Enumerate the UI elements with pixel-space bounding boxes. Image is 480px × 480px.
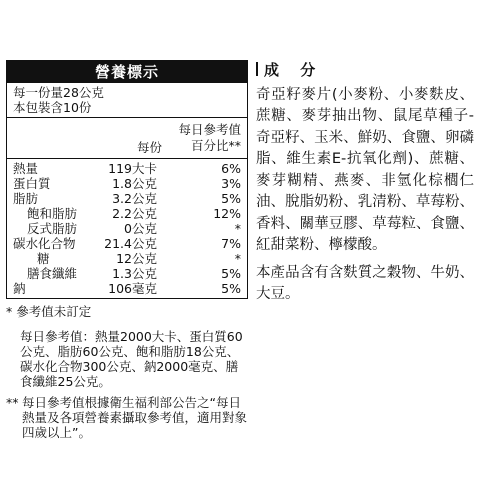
nutrient-amount: 2.2公克 xyxy=(112,206,157,221)
nutrient-label: 蛋白質 xyxy=(13,176,51,191)
ingredients-text: 奇亞籽麥片(小麥粉、小麥麩皮、蔗糖、麥芽抽出物、鼠尾草種子-奇亞籽、玉米、鮮奶、食鹽、卵磷脂、維生素E-抗氧化劑)、蔗糖、麥芽糊精、燕麥、非氫化棕櫚仁油、脫脂奶粉、乳清粉、草莓粉、香料、關華豆膠、草莓粒、食鹽、紅甜菜粉、檸檬酸。 xyxy=(256,86,474,253)
nutrient-amount: 3.2公克 xyxy=(112,191,157,206)
nutrient-label: 碳水化合物 xyxy=(13,236,76,251)
nutrient-label: 糖 xyxy=(37,251,50,266)
nutrition-row-trans-fat xyxy=(7,221,247,236)
note-marker: ** xyxy=(6,395,19,410)
serving-info xyxy=(7,83,247,118)
nutrient-amount: 119大卡 xyxy=(108,161,157,176)
nutrition-header xyxy=(7,118,247,159)
nutrient-label: 膳食纖維 xyxy=(27,266,78,281)
daily-value-header-line2: 百分比** xyxy=(190,138,241,153)
nutrient-percent: * xyxy=(234,251,241,266)
nutrient-label: 熱量 xyxy=(13,161,39,176)
note-no-reference: * 參考值未訂定 xyxy=(6,304,92,319)
nutrition-row-saturated-fat xyxy=(7,206,247,221)
nutrition-row-sugar xyxy=(7,251,247,266)
per-serving-header: 每份 xyxy=(137,140,163,155)
ingredients-title: 成 分 xyxy=(264,61,324,79)
nutrient-label: 反式脂肪 xyxy=(27,221,78,236)
nutrient-amount: 1.8公克 xyxy=(112,176,157,191)
nutrient-percent: 7% xyxy=(221,236,241,251)
nutrition-rows xyxy=(7,159,247,298)
nutrient-percent: 5% xyxy=(221,266,241,281)
nutrition-facts-table xyxy=(6,60,248,299)
nutrition-notes xyxy=(6,304,250,440)
nutrition-row-fiber xyxy=(7,266,247,281)
serving-size: 每一份量28公克 xyxy=(13,85,104,100)
nutrition-row-sodium xyxy=(7,281,247,296)
nutrient-amount: 0公克 xyxy=(124,221,157,236)
note-regulation xyxy=(6,395,250,440)
nutrient-amount: 1.3公克 xyxy=(112,266,157,281)
heading-bar-icon xyxy=(256,62,258,76)
nutrient-label: 飽和脂肪 xyxy=(27,206,78,221)
nutrient-percent: 6% xyxy=(221,161,241,176)
nutrient-percent: * xyxy=(234,221,241,236)
ingredients-section xyxy=(256,60,474,306)
nutrient-percent: 12% xyxy=(213,206,241,221)
nutrient-label: 鈉 xyxy=(13,281,26,296)
nutrient-amount: 21.4公克 xyxy=(104,236,157,251)
nutrient-amount: 106毫克 xyxy=(108,281,157,296)
nutrition-title: 營養標示 xyxy=(7,61,247,83)
nutrition-row-carbohydrate xyxy=(7,236,247,251)
servings-per-pack: 本包裝含10份 xyxy=(13,100,92,115)
nutrient-percent: 3% xyxy=(221,176,241,191)
nutrient-percent: 5% xyxy=(221,191,241,206)
allergen-statement: 本產品含有含麩質之穀物、牛奶、大豆。 xyxy=(256,264,474,302)
nutrient-amount: 12公克 xyxy=(116,251,157,266)
note-regulation-text: 每日參考值根據衛生福利部公告之“每日熱量及各項營養素攝取參考值，適用對象四歲以上”。 xyxy=(22,395,248,440)
nutrition-row-protein xyxy=(7,176,247,191)
nutrition-row-fat xyxy=(7,191,247,206)
nutrient-label: 脂肪 xyxy=(13,191,39,206)
nutrition-row-calories xyxy=(7,161,247,176)
ingredients-heading xyxy=(256,60,474,82)
note-daily-reference: 每日參考值：熱量2000大卡、蛋白質60公克、脂肪60公克、飽和脂肪18公克、碳水化合物300公克、鈉2000毫克、膳食纖維25公克。 xyxy=(20,329,243,389)
daily-value-header-line1: 每日參考值 xyxy=(178,122,241,137)
nutrient-percent: 5% xyxy=(221,281,241,296)
